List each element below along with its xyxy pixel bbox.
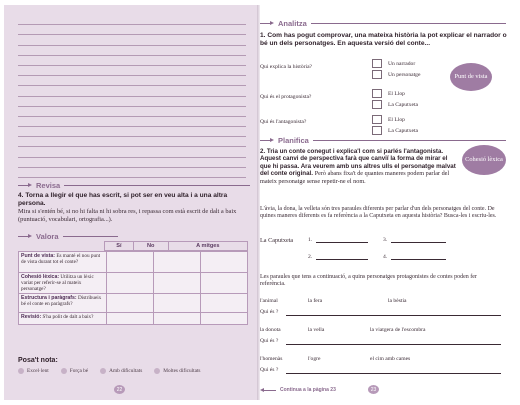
revisa-heading: Revisa xyxy=(18,181,250,190)
table-row: Punt de vista: Es manté el nou punt de vista durant tot el conte? xyxy=(19,252,248,273)
q1-row-3-label: Qui és l'antagonista? xyxy=(260,119,307,125)
pairs-intro: Les paraules que tens a continuació, a quins personatges protagonistes de contes poden fer referència. xyxy=(260,274,477,287)
col-no: No xyxy=(133,242,168,251)
planifica-heading: Planifica xyxy=(260,136,506,145)
continue-link[interactable]: Continua a la pàgina 23 xyxy=(260,387,336,393)
table-row: Estructura i paràgrafs: Distribueix bé el conte en paràgrafs? xyxy=(19,294,248,313)
arrow-right-icon xyxy=(260,21,274,27)
radio-icon xyxy=(100,368,106,374)
checkbox-cell[interactable] xyxy=(107,252,154,273)
checkbox[interactable] xyxy=(372,100,382,109)
answer-line[interactable] xyxy=(391,235,446,243)
checkbox[interactable] xyxy=(372,70,382,79)
nota-option[interactable]: Força bé xyxy=(61,368,88,374)
radio-icon xyxy=(61,368,67,374)
nota-option[interactable]: Moltes dificultats xyxy=(154,368,200,374)
radio-icon xyxy=(18,368,24,374)
answer-line[interactable] xyxy=(316,235,368,243)
nota-title: Posa't nota: xyxy=(18,357,58,364)
valora-rows xyxy=(18,251,248,325)
checkbox[interactable] xyxy=(372,59,382,68)
valora-table xyxy=(104,241,248,251)
checkbox-cell[interactable] xyxy=(107,313,154,325)
checkbox-cell[interactable] xyxy=(201,273,248,294)
page-number-left: 22 xyxy=(114,385,125,394)
caputxeta-label: La Caputxeta xyxy=(260,237,294,244)
q1-row-2-label: Qui és el protagonista? xyxy=(260,94,312,100)
planifica-intro: L'àvia, la dona, la velleta són tres paraules diferents per parlar d'un dels personatges del conte. De quines maneres diferents es fa referència a la Caputxeta en aquesta història? Busca-les i escriu-les. xyxy=(260,206,497,219)
checkbox-cell[interactable] xyxy=(154,273,201,294)
arrow-right-icon xyxy=(260,138,274,144)
arrow-right-icon xyxy=(18,183,32,189)
col-si: Sí xyxy=(105,242,134,251)
col-a-mitges: A mitges xyxy=(168,242,247,251)
checkbox[interactable] xyxy=(372,115,382,124)
right-page: Analitza 1. Com has pogut comprovar, una mateixa història la pot explicar el narrador o bé un dels personatges. En aquesta versió del conte... Qui explica la història? Un narrador Un personatge Punt de vista Qui és el protagonista? El Llop La Caputxeta Qui és l'antagonista? El Llop La Caputxeta Planifica Cohesió lèxica 2. Tria un conte conegut i explica'l com si parlés l'antagonista. Aquest canvi de perspectiva farà que canviï la forma de mirar el que hi passa. Ara veurem amb uns altres ulls el personatge malvat del conte original. Però abans fixa't de quantes maneres podem parlar del mateix personatge sense repetir-ne el nom. L'àvia, la dona, la velleta són tres paraules diferents per parlar d'un dels personatges del conte. De quines maneres diferents es fa referència a la Caputxeta en aquesta història? Busca-les i escriu-les. La Caputxeta 1. 3. 2. 4. Les paraules que tens a continuació, a quins personatges protagonistes de contes poden fer referència. l'animal la fera la bèstia Qui és ? la donota la vella la viatgera de l'escombra Qui és ? l'homenàs l'ogre el cim amb cames Qui és ? Continua a la pàgina 23 23 xyxy=(260,5,516,400)
table-row: Cohesió lèxica: Utilitza un lèxic variat per referir-se al mateix personatge? xyxy=(19,273,248,294)
checkbox-cell[interactable] xyxy=(154,313,201,325)
q1-row-1-label: Qui explica la història? xyxy=(260,64,313,70)
cohesio-lexica-badge: Cohesió lèxica xyxy=(462,145,506,175)
valora-heading: Valora xyxy=(18,232,118,241)
radio-icon xyxy=(154,368,160,374)
punt-de-vista-badge: Punt de vista xyxy=(450,63,492,91)
question-1: 1. Com has pogut comprovar, una mateixa història la pot explicar el narrador o bé un dels personatges. En aquesta versió del conte... xyxy=(260,32,507,47)
analitza-heading: Analitza xyxy=(260,19,506,28)
checkbox[interactable] xyxy=(372,126,382,135)
answer-line[interactable] xyxy=(286,366,501,374)
answer-line[interactable] xyxy=(286,337,501,345)
writing-lines xyxy=(18,15,246,178)
checkbox-cell[interactable] xyxy=(154,252,201,273)
left-page xyxy=(4,5,257,400)
checkbox-cell[interactable] xyxy=(107,273,154,294)
page-number-right: 23 xyxy=(368,385,379,394)
answer-line[interactable] xyxy=(391,252,446,260)
question-2: 2. Tria un conte conegut i explica'l com si parlés l'antagonista. Aquest canvi de perspectiva farà que canviï la forma de mirar el que hi passa. Ara veurem amb uns altres ulls el personatge malvat del conte original. Però abans fixa't de quantes maneres podem parlar del mateix personatge sense repetir-ne el nom. xyxy=(260,148,456,185)
nota-option[interactable]: Excel·lent xyxy=(18,368,49,374)
question-4-text: Mira si s'entén bé, si no hi falta ni hi sobra res, i repassa com està escrit de dalt a baix (puntuació, vocabulari, ortografia...). xyxy=(18,208,237,223)
table-row: Revisió: S'ha polit de dalt a baix? xyxy=(19,313,248,325)
answer-line[interactable] xyxy=(316,252,368,260)
checkbox-cell[interactable] xyxy=(201,313,248,325)
checkbox-cell[interactable] xyxy=(107,294,154,313)
arrow-left-icon xyxy=(260,387,276,393)
nota-options xyxy=(18,368,201,374)
arrow-right-icon xyxy=(18,234,32,240)
checkbox-cell[interactable] xyxy=(201,294,248,313)
checkbox-cell[interactable] xyxy=(154,294,201,313)
nota-option[interactable]: Amb dificultats xyxy=(100,368,142,374)
answer-line[interactable] xyxy=(286,308,501,316)
checkbox[interactable] xyxy=(372,89,382,98)
checkbox-cell[interactable] xyxy=(201,252,248,273)
question-4-title: 4. Torna a llegir el que has escrit, si pot ser en veu alta i a una altra persona. xyxy=(18,192,228,207)
